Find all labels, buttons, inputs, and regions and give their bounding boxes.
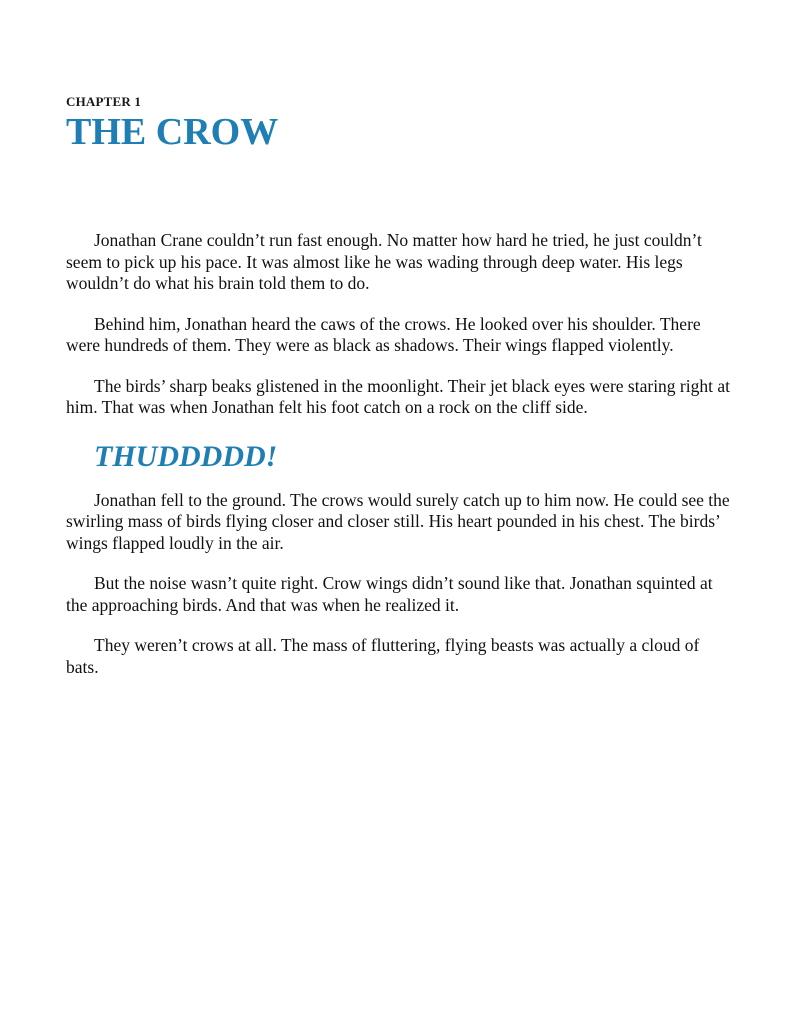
sound-effect-heading: THUDDDDD! xyxy=(94,439,278,473)
chapter-number: CHAPTER 1 xyxy=(66,94,142,109)
paragraph-1: Jonathan Crane couldn’t run fast enough. No matter how hard he tried, he just couldn’t seem to pick up his pace. It was almost like he was wading through deep water. His legs wouldn’t do what his brain told them to do. xyxy=(66,230,702,293)
paragraph-2: Behind him, Jonathan heard the caws of the crows. He looked over his shoulder. There were hundreds of them. They were as black as shadows. Their wings flapped violently. xyxy=(66,313,701,355)
paragraph-3: The birds’ sharp beaks glistened in the moonlight. Their jet black eyes were staring right at him. That was when Jonathan felt his foot catch on a rock on the cliff side. xyxy=(66,375,730,417)
paragraph-5: But the noise wasn’t quite right. Crow wings didn’t sound like that. Jonathan squinted at the approaching birds. And that was when he realized it. xyxy=(66,573,713,615)
chapter-body xyxy=(66,230,736,697)
chapter-title: THE CROW xyxy=(66,111,279,153)
paragraph-6: They weren’t crows at all. The mass of fluttering, flying beasts was actually a cloud of bats. xyxy=(66,635,700,677)
paragraph-4: Jonathan fell to the ground. The crows would surely catch up to him now. He could see the swirling mass of birds flying closer and closer still. His heart pounded in his chest. The birds’ wings flapped loudly in the air. xyxy=(66,489,730,553)
